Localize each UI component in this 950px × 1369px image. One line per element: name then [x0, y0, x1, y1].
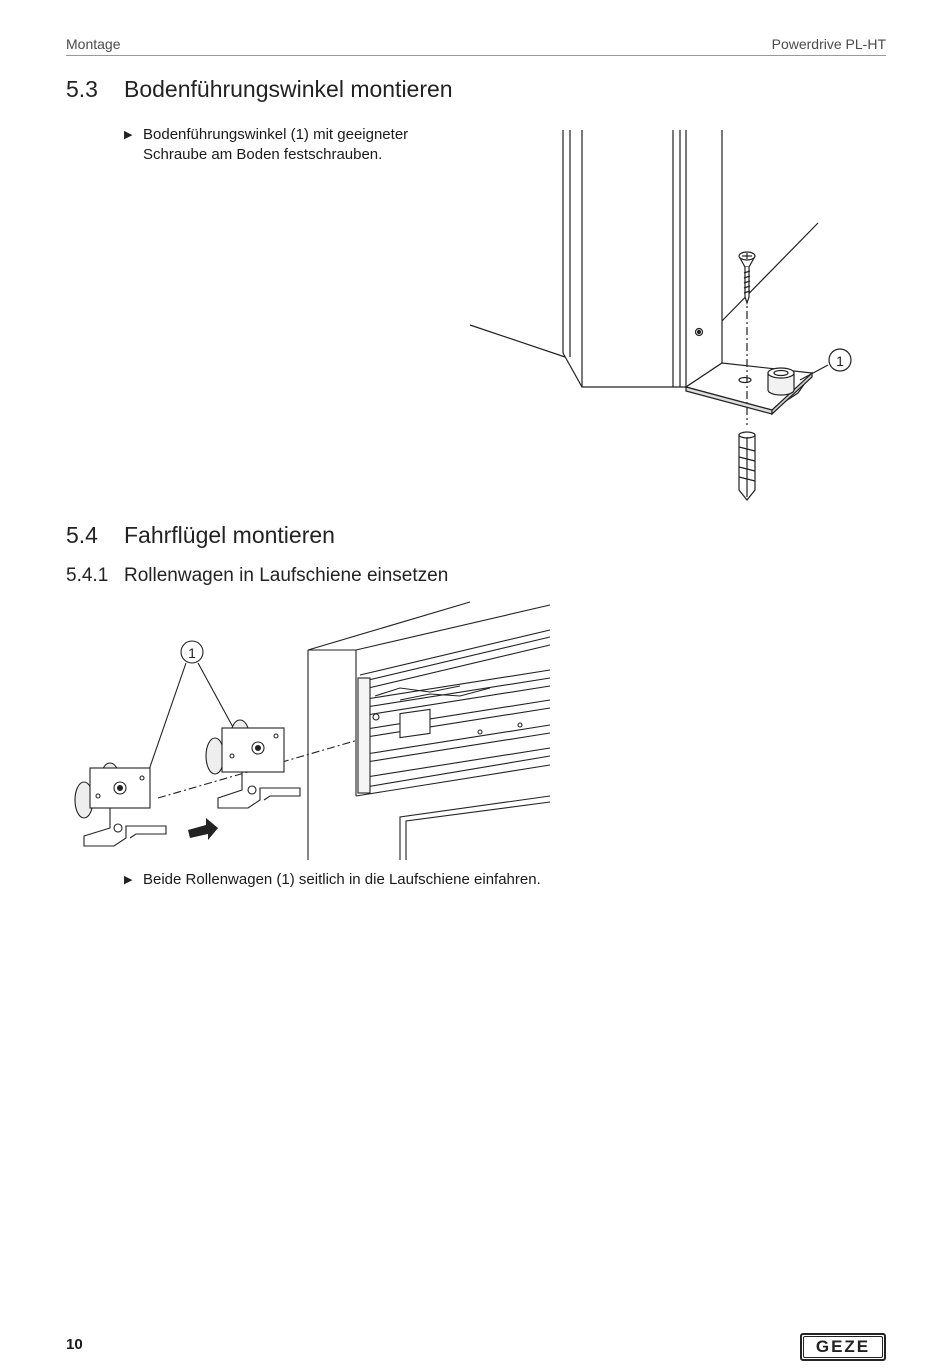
- instruction-step-5-4-1: [124, 870, 541, 890]
- floor-guide-illustration: [460, 125, 860, 510]
- heading-5-3: [66, 76, 453, 103]
- geze-logo: [800, 1333, 886, 1361]
- instruction-line-2: Schraube am Boden festschrauben.: [143, 146, 383, 163]
- heading-5-4-1-number: 5.4.1: [66, 565, 109, 586]
- roller-carriage-right: [206, 720, 300, 808]
- instruction-step-5-3: [124, 125, 408, 165]
- geze-logo-text: GEZE: [803, 1336, 883, 1358]
- bullet-triangle-icon: ▶: [124, 874, 133, 886]
- heading-5-4-number: 5.4: [66, 522, 98, 548]
- track-profile: [308, 602, 550, 860]
- running-header-product: Powerdrive PL-HT: [771, 36, 886, 52]
- instruction-line-1: Bodenführungswinkel (1) mit geeigneter: [143, 126, 409, 143]
- running-header-section: Montage: [66, 36, 121, 52]
- heading-5-4-1: [66, 565, 448, 587]
- callout-number: 1: [188, 645, 196, 661]
- heading-5-4: [66, 522, 335, 549]
- instruction-text: Beide Rollenwagen (1) seitlich in die Laufschiene einfahren.: [143, 871, 541, 888]
- heading-5-4-title: Fahrflügel montieren: [124, 522, 335, 548]
- wall-edge-line: [718, 223, 818, 325]
- bullet-triangle-icon: ▶: [124, 129, 133, 141]
- heading-5-3-number: 5.3: [66, 76, 98, 102]
- wall-plug-icon: [739, 432, 755, 500]
- screw-icon: [739, 252, 755, 303]
- heading-5-3-title: Bodenführungswinkel montieren: [124, 76, 453, 102]
- header-divider: [66, 55, 886, 56]
- page-number: 10: [66, 1336, 83, 1353]
- roller-carriage-left: [75, 763, 166, 846]
- heading-5-4-1-title: Rollenwagen in Laufschiene einsetzen: [124, 565, 449, 586]
- carriage-track-illustration: [70, 600, 560, 862]
- insertion-arrow-icon: [188, 818, 218, 840]
- floor-edge-line: [470, 325, 565, 357]
- callout-number: 1: [836, 353, 844, 369]
- door-leaf-outline: [563, 130, 722, 387]
